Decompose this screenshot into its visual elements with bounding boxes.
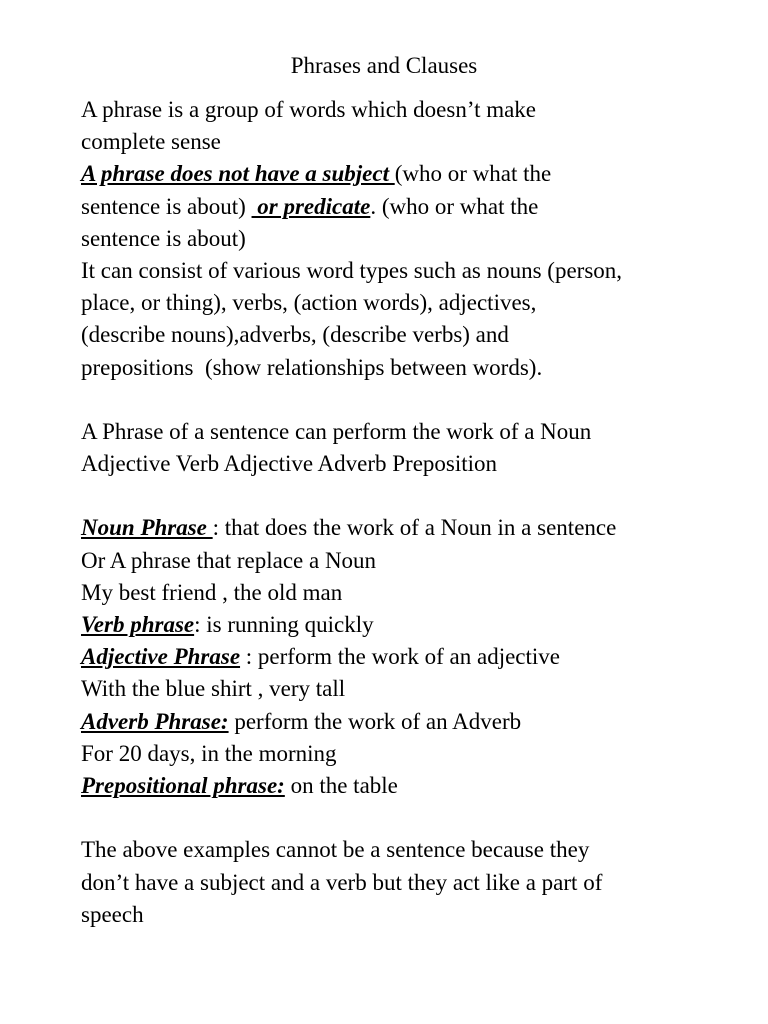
- prepositional-phrase-definition: on the table: [284, 772, 398, 798]
- adjective-phrase-line: [81, 641, 721, 673]
- adverb-phrase-example: For 20 days, in the morning: [81, 740, 337, 766]
- page-title: Phrases and Clauses: [290, 53, 478, 78]
- intro-line: A phrase is a group of words which doesn’t make: [81, 97, 537, 122]
- intro-text: . (who or what the: [370, 193, 539, 219]
- intro-line: It can consist of various word types such as nouns (person,: [81, 257, 623, 283]
- adjective-phrase-term: Adjective Phrase: [81, 644, 241, 670]
- prepositional-phrase-line: [81, 770, 721, 802]
- adjective-phrase-example: With the blue shirt , very tall: [81, 676, 346, 702]
- intro-text: sentence is about): [81, 193, 252, 219]
- intro-line: prepositions (show relationships between words).: [81, 354, 543, 380]
- intro-line: place, or thing), verbs, (action words), adjectives,: [81, 290, 537, 316]
- adverb-phrase-term: Adverb Phrase:: [81, 708, 229, 734]
- intro-line: (describe nouns),adverbs, (describe verbs) and: [81, 322, 509, 348]
- intro-line: [81, 191, 721, 223]
- paragraph-gap: [81, 384, 721, 416]
- document-body: [81, 94, 721, 931]
- adjective-phrase-definition: : perform the work of an adjective: [240, 644, 561, 670]
- intro-line: [81, 158, 721, 190]
- noun-phrase-alt: Or A phrase that replace a Noun: [81, 547, 377, 573]
- verb-phrase-line: [81, 609, 721, 641]
- paragraph-gap: [81, 802, 721, 834]
- predicate-emphasis: or predicate: [251, 193, 371, 219]
- verb-phrase-definition: : is running quickly: [194, 612, 374, 637]
- conclusion-line: The above examples cannot be a sentence because they: [81, 837, 590, 863]
- paragraph-gap: [81, 480, 721, 512]
- prepositional-phrase-term: Prepositional phrase:: [81, 772, 285, 798]
- intro-text: (who or what the: [394, 161, 552, 187]
- adverb-phrase-line: [81, 706, 721, 738]
- verb-phrase-term: Verb phrase: [81, 612, 195, 637]
- intro-line: complete sense: [81, 129, 221, 155]
- intro-line: sentence is about): [81, 225, 246, 251]
- noun-phrase-example: My best friend , the old man: [81, 579, 343, 605]
- conclusion-line: don’t have a subject and a verb but they act like a part of: [81, 869, 603, 895]
- noun-phrase-definition: : that does the work of a Noun in a sentence: [212, 515, 617, 541]
- noun-phrase-term: Noun Phrase: [81, 515, 213, 541]
- noun-phrase-line: [81, 512, 721, 544]
- phrase-subject-emphasis: A phrase does not have a subject: [81, 161, 395, 187]
- adverb-phrase-definition: perform the work of an Adverb: [228, 708, 522, 734]
- conclusion-line: speech: [81, 901, 144, 927]
- functions-line: Adjective Verb Adjective Adverb Preposition: [81, 451, 498, 477]
- functions-line: A Phrase of a sentence can perform the work of a Noun: [81, 418, 592, 444]
